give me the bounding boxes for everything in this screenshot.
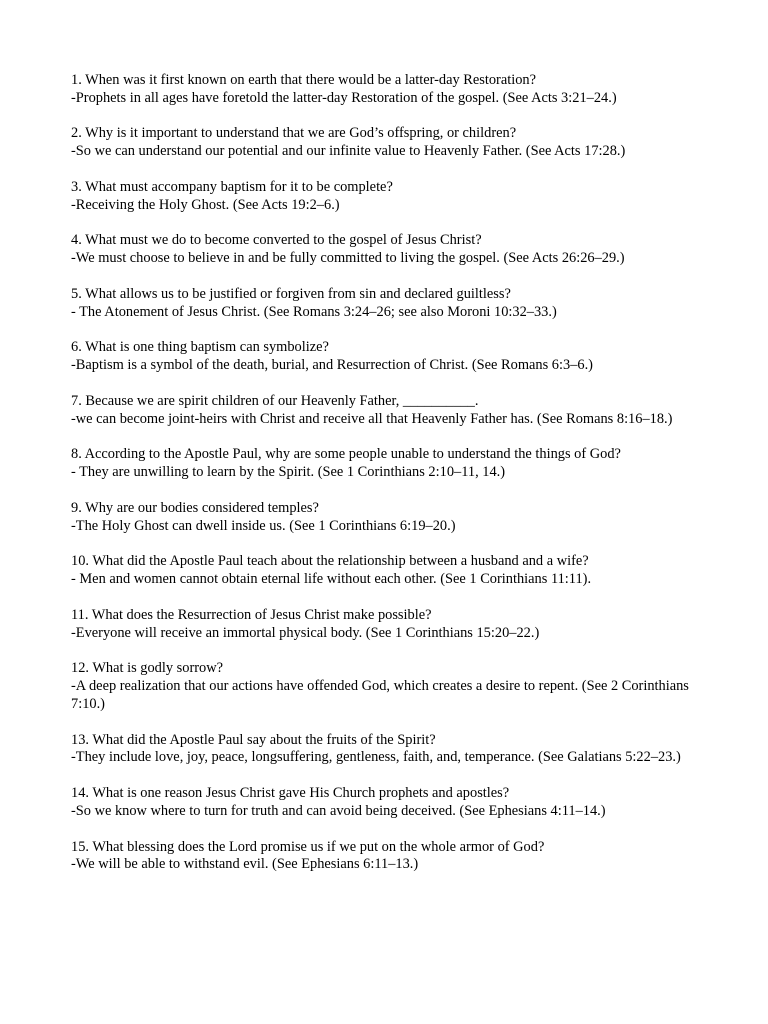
qa-item-13 <box>71 732 693 768</box>
question-text: 14. What is one reason Jesus Christ gave His Church prophets and apostles? <box>71 785 510 802</box>
qa-item-7 <box>71 393 693 429</box>
qa-item-10 <box>71 553 693 589</box>
answer-text: -We must choose to believe in and be fully committed to living the gospel. (See Acts 26:26–29.) <box>71 250 625 267</box>
question-text: 15. What blessing does the Lord promise us if we put on the whole armor of God? <box>71 838 545 855</box>
answer-text: -Baptism is a symbol of the death, burial, and Resurrection of Christ. (See Romans 6:3–6.) <box>71 357 593 374</box>
answer-text: -We will be able to withstand evil. (See Ephesians 6:11–13.) <box>71 856 419 873</box>
question-text: 12. What is godly sorrow? <box>71 660 224 677</box>
answer-text: - Men and women cannot obtain eternal life without each other. (See 1 Corinthians 11:11). <box>71 571 592 588</box>
answer-text: -They include love, joy, peace, longsuffering, gentleness, faith, and, temperance. (See Galatians 5:22–23.) <box>71 749 681 766</box>
question-text: 7. Because we are spirit children of our Heavenly Father, __________. <box>71 392 479 409</box>
question-text: 8. According to the Apostle Paul, why are some people unable to understand the things of God? <box>71 446 621 463</box>
question-text: 13. What did the Apostle Paul say about the fruits of the Spirit? <box>71 731 436 748</box>
qa-item-4 <box>71 232 693 268</box>
answer-text: - The Atonement of Jesus Christ. (See Romans 3:24–26; see also Moroni 10:32–33.) <box>71 303 557 320</box>
qa-item-6 <box>71 339 693 375</box>
qa-item-15 <box>71 839 693 875</box>
qa-item-11 <box>71 607 693 643</box>
qa-item-1 <box>71 72 693 108</box>
answer-text: -The Holy Ghost can dwell inside us. (See 1 Corinthians 6:19–20.) <box>71 517 456 534</box>
qa-item-14 <box>71 785 693 821</box>
question-text: 3. What must accompany baptism for it to be complete? <box>71 178 393 195</box>
answer-text: -So we can understand our potential and our infinite value to Heavenly Father. (See Acts 17:28.) <box>71 143 626 160</box>
answer-text: -Receiving the Holy Ghost. (See Acts 19:2–6.) <box>71 196 340 213</box>
question-text: 11. What does the Resurrection of Jesus Christ make possible? <box>71 606 432 623</box>
answer-text: -Everyone will receive an immortal physical body. (See 1 Corinthians 15:20–22.) <box>71 624 540 641</box>
qa-item-2 <box>71 125 693 161</box>
answer-text: -we can become joint-heirs with Christ and receive all that Heavenly Father has. (See Romans 8:16–18.) <box>71 410 673 427</box>
qa-item-12 <box>71 660 693 713</box>
answer-text: - They are unwilling to learn by the Spirit. (See 1 Corinthians 2:10–11, 14.) <box>71 464 506 481</box>
question-text: 5. What allows us to be justified or forgiven from sin and declared guiltless? <box>71 285 511 302</box>
question-text: 1. When was it first known on earth that there would be a latter-day Restoration? <box>71 72 537 88</box>
question-text: 4. What must we do to become converted to the gospel of Jesus Christ? <box>71 232 482 249</box>
answer-text: -So we know where to turn for truth and can avoid being deceived. (See Ephesians 4:11–14.) <box>71 802 606 819</box>
question-text: 10. What did the Apostle Paul teach about the relationship between a husband and a wife? <box>71 553 589 570</box>
question-text: 2. Why is it important to understand that we are God’s offspring, or children? <box>71 125 517 142</box>
question-text: 9. Why are our bodies considered temples? <box>71 499 319 516</box>
qa-item-5 <box>71 286 693 322</box>
qa-item-9 <box>71 500 693 536</box>
document-page <box>71 72 693 892</box>
qa-item-8 <box>71 446 693 482</box>
answer-text: -Prophets in all ages have foretold the latter-day Restoration of the gospel. (See Acts 3:21–24.) <box>71 89 617 106</box>
answer-text: -A deep realization that our actions have offended God, which creates a desire to repent. (See 2 Corinthians 7:10.) <box>71 678 689 712</box>
qa-item-3 <box>71 179 693 215</box>
question-text: 6. What is one thing baptism can symbolize? <box>71 339 329 356</box>
